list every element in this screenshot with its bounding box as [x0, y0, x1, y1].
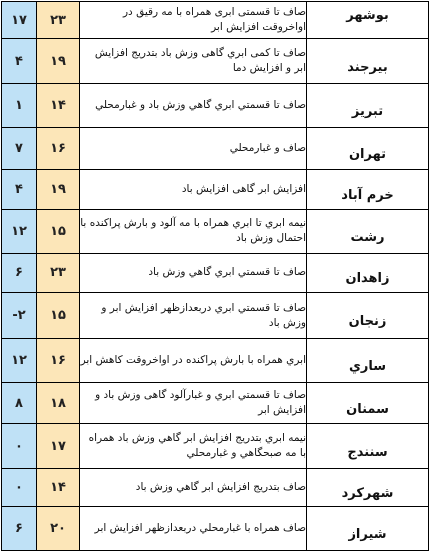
city-name-cell [307, 506, 429, 550]
table-row [2, 2, 429, 39]
table-row [2, 339, 429, 383]
table-row [2, 468, 429, 506]
city-name-cell [307, 468, 429, 506]
city-name: ساري [348, 359, 387, 375]
high-temp-cell: ۱۹ [37, 39, 80, 84]
low-temp-cell: ۴ [2, 169, 37, 209]
city-name-cell [307, 424, 429, 468]
forecast-description-cell: صاف تا کمی ابري گاهی وزش باد بتدریج افزایش ابر و افزایش دما [80, 39, 307, 84]
table-row [2, 293, 429, 339]
low-temp-cell: ۱۲ [2, 339, 37, 383]
forecast-description-cell: صاف تا قسمتي ابري گاهي وزش باد [80, 253, 307, 292]
city-name: سمنان [346, 401, 389, 417]
forecast-description-cell: نیمه ابري بتدریج افزایش ابر گاهي وزش باد همراه با مه صبحگاهي و غبارمحلي [80, 424, 307, 468]
high-temp-cell: ۱۴ [37, 468, 80, 506]
city-name-cell [307, 293, 429, 339]
low-temp-cell: ۸ [2, 383, 37, 424]
high-temp-cell: ۱۹ [37, 169, 80, 209]
city-name-cell [307, 253, 429, 292]
high-temp-cell: ۲۳ [37, 2, 80, 39]
low-temp-cell: ۶ [2, 506, 37, 550]
forecast-description-cell: افزایش ابر گاهی افزایش باد [80, 169, 307, 209]
high-temp-cell: ۱۵ [37, 209, 80, 253]
city-name-cell [307, 339, 429, 383]
table-row [2, 253, 429, 292]
high-temp-cell: ۱۷ [37, 424, 80, 468]
low-temp-cell: ۴ [2, 39, 37, 84]
low-temp-cell: ۰ [2, 424, 37, 468]
city-name-cell [307, 84, 429, 128]
city-name-cell [307, 169, 429, 209]
table-row [2, 506, 429, 550]
forecast-description-cell: صاف تا قسمتي ابري و غبارآلود گاهی وزش باد و افزایش ابر [80, 383, 307, 424]
city-name: تبریز [351, 104, 384, 120]
city-name: رشت [350, 229, 385, 245]
low-temp-cell: ۶ [2, 253, 37, 292]
forecast-description-cell: صاف همراه با غبارمحلي دربعدازظهر افزایش ابر [80, 506, 307, 550]
table-row [2, 39, 429, 84]
city-name-cell [307, 383, 429, 424]
low-temp-cell: ۱۷ [2, 2, 37, 39]
city-name-cell [307, 209, 429, 253]
city-name-cell [307, 128, 429, 169]
table-row [2, 209, 429, 253]
table-row [2, 383, 429, 424]
low-temp-cell: ۰ [2, 468, 37, 506]
forecast-description-cell: ابري همراه با بارش پراکنده در اواخروقت کاهش ابر [80, 339, 307, 383]
forecast-description-cell: صاف و غبارمحلي [80, 128, 307, 169]
high-temp-cell: ۱۸ [37, 383, 80, 424]
city-name: شهرکرد [341, 485, 394, 501]
table-row [2, 169, 429, 209]
high-temp-cell: ۲۳ [37, 253, 80, 292]
city-name: بوشهر [346, 7, 389, 23]
city-name: شیراز [348, 526, 387, 542]
table-body [2, 2, 429, 551]
low-temp-cell: ۱ [2, 84, 37, 128]
table-row [2, 424, 429, 468]
forecast-description-cell: صاف تا قسمتي ابري گاهي وزش باد و غبارمحلي [80, 84, 307, 128]
forecast-description-cell: صاف تا قسمتي ابري دربعدازظهر افزایش ابر و وزش باد [80, 293, 307, 339]
forecast-description-cell: نیمه ابري تا ابري همراه با مه آلود و بارش پراکنده با احتمال وزش باد [80, 209, 307, 253]
high-temp-cell: ۱۴ [37, 84, 80, 128]
city-name: بیرجند [347, 59, 388, 75]
high-temp-cell: ۱۶ [37, 128, 80, 169]
city-name: تهران [348, 147, 387, 162]
weather-forecast-table [1, 1, 429, 551]
forecast-description-cell: صاف تا قسمتی ابری همراه با مه رقیق در اواخروقت افزایش ابر [80, 2, 307, 39]
high-temp-cell: ۲۰ [37, 506, 80, 550]
low-temp-cell: -۲ [2, 293, 37, 339]
low-temp-cell: ۱۲ [2, 209, 37, 253]
low-temp-cell: ۷ [2, 128, 37, 169]
city-name-cell [307, 2, 429, 39]
table-row [2, 128, 429, 169]
city-name: زنجان [348, 314, 387, 330]
high-temp-cell: ۱۵ [37, 293, 80, 339]
city-name-cell [307, 39, 429, 84]
city-name: خرم آباد [341, 187, 394, 203]
forecast-description-cell: صاف بتدریج افزایش ابر گاهي وزش باد [80, 468, 307, 506]
high-temp-cell: ۱۶ [37, 339, 80, 383]
city-name: زاهدان [345, 271, 390, 287]
table-row [2, 84, 429, 128]
city-name: سنندج [347, 444, 388, 460]
